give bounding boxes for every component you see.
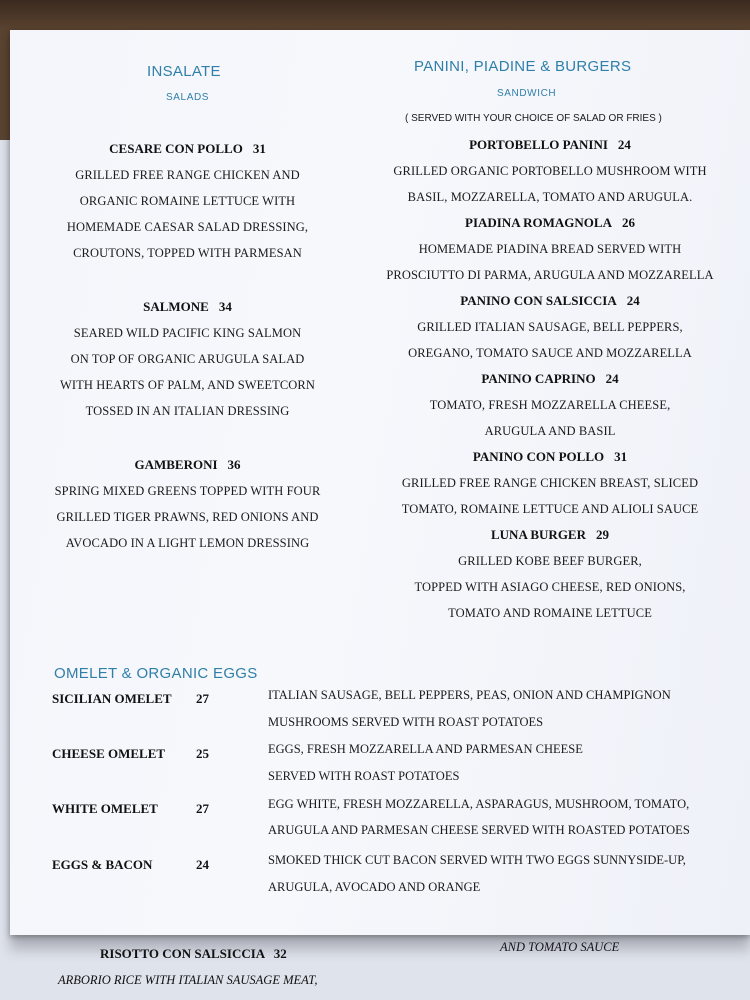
item-price: 24 xyxy=(605,371,619,386)
sandwich-item xyxy=(360,444,740,522)
item-desc-line: TOSSED IN AN ITALIAN DRESSING xyxy=(85,404,290,418)
item-desc-line: OREGANO, TOMATO SAUCE AND MOZZARELLA xyxy=(408,346,692,360)
salad-item-title xyxy=(30,136,345,162)
sandwich-item-title xyxy=(360,288,740,314)
item-desc-line: TOMATO, ROMAINE LETTUCE AND ALIOLI SAUCE xyxy=(401,502,699,516)
item-name: PANINO CON POLLO xyxy=(472,449,605,464)
risotto-desc: ARBORIO RICE WITH ITALIAN SAUSAGE MEAT, xyxy=(58,973,318,987)
item-desc-line: ARUGULA AND PARMESAN CHEESE SERVED WITH ROASTED POTATOES xyxy=(268,823,690,837)
risotto-name: RISOTTO CON SALSICCIA xyxy=(100,946,265,961)
salads-heading: INSALATE xyxy=(147,63,221,80)
sandwich-item xyxy=(360,522,740,626)
sandwich-item-title xyxy=(360,522,740,548)
item-desc-line: HOMEMADE CAESAR SALAD DRESSING, xyxy=(66,220,309,234)
item-price: 26 xyxy=(621,215,635,230)
item-name: PORTOBELLO PANINI xyxy=(469,137,608,152)
item-name: WHITE OMELET xyxy=(52,801,158,816)
sandwich-item xyxy=(360,210,740,288)
salad-item-title xyxy=(30,452,345,478)
item-desc-line: GRILLED FREE RANGE CHICKEN AND xyxy=(75,168,300,182)
item-desc-line: SERVED WITH ROAST POTATOES xyxy=(268,769,460,783)
item-price: 24 xyxy=(626,293,640,308)
sandwiches-column xyxy=(360,132,740,626)
item-desc-line: MUSHROOMS SERVED WITH ROAST POTATOES xyxy=(268,715,544,729)
risotto-price: 32 xyxy=(273,946,287,961)
item-name: PIADINA ROMAGNOLA xyxy=(465,215,612,230)
sandwich-item xyxy=(360,288,740,366)
item-desc-line: HOMEMADE PIADINA BREAD SERVED WITH xyxy=(418,242,682,256)
item-price: 24 xyxy=(196,857,209,872)
item-price: 24 xyxy=(617,137,631,152)
under-right-text: AND TOMATO SAUCE xyxy=(500,940,620,954)
sandwich-item-title xyxy=(360,132,740,158)
item-desc-line: GRILLED ORGANIC PORTOBELLO MUSHROOM WITH xyxy=(393,164,707,178)
menu-page xyxy=(10,30,750,935)
item-price: 34 xyxy=(218,299,232,314)
item-desc-line: SPRING MIXED GREENS TOPPED WITH FOUR xyxy=(54,484,321,498)
item-desc-line: EGG WHITE, FRESH MOZZARELLA, ASPARAGUS, MUSHROOM, TOMATO, xyxy=(268,797,690,811)
item-desc-line: GRILLED KOBE BEEF BURGER, xyxy=(458,554,642,568)
salad-item-title xyxy=(30,294,345,320)
sandwiches-heading: PANINI, PIADINE & BURGERS xyxy=(414,58,632,75)
eggs-heading: OMELET & ORGANIC EGGS xyxy=(54,665,258,682)
item-name: SALMONE xyxy=(143,299,209,314)
salad-item xyxy=(30,136,345,266)
item-desc-line: ORGANIC ROMAINE LETTUCE WITH xyxy=(79,194,296,208)
item-desc-line: SEARED WILD PACIFIC KING SALMON xyxy=(73,326,302,340)
item-desc-line: EGGS, FRESH MOZZARELLA AND PARMESAN CHEESE xyxy=(268,742,583,756)
sandwiches-subheading: SANDWICH xyxy=(497,88,557,99)
item-name: SICILIAN OMELET xyxy=(52,691,172,706)
sandwich-item-title xyxy=(360,210,740,236)
item-price: 31 xyxy=(614,449,628,464)
item-price: 25 xyxy=(196,746,209,761)
item-name: PANINO CAPRINO xyxy=(481,371,596,386)
item-desc-line: SMOKED THICK CUT BACON SERVED WITH TWO EGGS SUNNYSIDE-UP, xyxy=(268,853,686,867)
item-desc-line: GRILLED ITALIAN SAUSAGE, BELL PEPPERS, xyxy=(417,320,683,334)
sandwich-item-title xyxy=(360,444,740,470)
sandwich-item-title xyxy=(360,366,740,392)
item-name: CESARE CON POLLO xyxy=(109,141,243,156)
item-name: GAMBERONI xyxy=(134,457,218,472)
salads-subheading: SALADS xyxy=(166,92,210,103)
item-name: PANINO CON SALSICCIA xyxy=(460,293,617,308)
item-price: 27 xyxy=(196,691,209,706)
sandwich-item xyxy=(360,132,740,210)
item-price: 29 xyxy=(596,527,609,542)
item-desc-line: TOMATO AND ROMAINE LETTUCE xyxy=(448,606,652,620)
item-name: LUNA BURGER xyxy=(491,527,586,542)
salad-item xyxy=(30,294,345,424)
item-desc-line: PROSCIUTTO DI PARMA, ARUGULA AND MOZZARELLA xyxy=(386,268,714,282)
item-price: 36 xyxy=(227,457,241,472)
salads-column xyxy=(30,136,345,556)
item-desc-line: TOMATO, FRESH MOZZARELLA CHEESE, xyxy=(429,398,671,412)
item-desc-line: CROUTONS, TOPPED WITH PARMESAN xyxy=(73,246,302,260)
item-desc-line: TOPPED WITH ASIAGO CHEESE, RED ONIONS, xyxy=(414,580,686,594)
item-desc-line: BASIL, MOZZARELLA, TOMATO AND ARUGULA. xyxy=(407,190,693,204)
item-desc-line: ITALIAN SAUSAGE, BELL PEPPERS, PEAS, ONION AND CHAMPIGNON xyxy=(268,688,671,702)
item-desc-line: ARUGULA, AVOCADO AND ORANGE xyxy=(268,880,481,894)
salad-item xyxy=(30,452,345,556)
item-desc-line: ON TOP OF ORGANIC ARUGULA SALAD xyxy=(70,352,305,366)
item-desc-line: GRILLED TIGER PRAWNS, RED ONIONS AND xyxy=(56,510,319,524)
item-price: 27 xyxy=(196,801,209,816)
item-desc-line: ARUGULA AND BASIL xyxy=(484,424,616,438)
sandwich-item xyxy=(360,366,740,444)
sandwiches-note: ( SERVED WITH YOUR CHOICE OF SALAD OR FRIES ) xyxy=(405,113,662,124)
item-name: EGGS & BACON xyxy=(52,857,153,872)
item-price: 31 xyxy=(252,141,266,156)
item-desc-line: AVOCADO IN A LIGHT LEMON DRESSING xyxy=(65,536,310,550)
item-desc-line: WITH HEARTS OF PALM, AND SWEETCORN xyxy=(60,378,315,392)
item-name: CHEESE OMELET xyxy=(52,746,166,761)
item-desc-line: GRILLED FREE RANGE CHICKEN BREAST, SLICED xyxy=(401,476,699,490)
